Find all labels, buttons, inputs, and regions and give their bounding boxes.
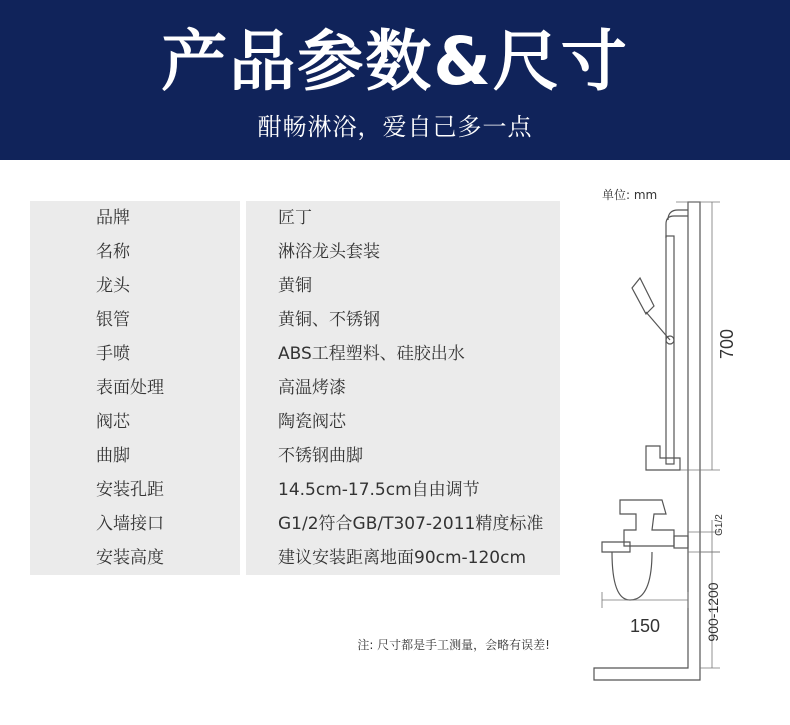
spec-key: 龙头 xyxy=(30,269,240,303)
mount-dimension: 900-1200 xyxy=(705,582,721,642)
top-pipe xyxy=(666,210,688,238)
hose xyxy=(612,552,652,600)
wall-connector xyxy=(674,536,688,548)
spec-value: 黄铜、不锈钢 xyxy=(246,303,560,337)
wall-outline xyxy=(594,202,700,680)
spec-value: 黄铜 xyxy=(246,269,560,303)
spec-value: 高温烤漆 xyxy=(246,371,560,405)
spec-row xyxy=(30,303,560,337)
spec-value: ABS工程塑料、硅胶出水 xyxy=(246,337,560,371)
spec-row xyxy=(30,439,560,473)
spec-row xyxy=(30,541,560,575)
spec-key: 银管 xyxy=(30,303,240,337)
spec-value: 匠丁 xyxy=(246,201,560,235)
height-dimension: 700 xyxy=(717,328,737,360)
spec-key: 安装高度 xyxy=(30,541,240,575)
page-title: 产品参数&尺寸 xyxy=(161,23,629,100)
spec-value: G1/2符合GB/T307-2011精度标准 xyxy=(246,507,560,541)
hand-shower-icon xyxy=(632,278,670,340)
spec-key: 品牌 xyxy=(30,201,240,235)
spec-row xyxy=(30,405,560,439)
spec-row xyxy=(30,337,560,371)
connector-dimension: G1/2 xyxy=(714,514,725,536)
mixer-body xyxy=(620,500,674,546)
spec-key: 阀芯 xyxy=(30,405,240,439)
spec-value: 不锈钢曲脚 xyxy=(246,439,560,473)
spec-row xyxy=(30,269,560,303)
holder xyxy=(646,446,680,470)
spec-row xyxy=(30,201,560,235)
spec-value: 陶瓷阀芯 xyxy=(246,405,560,439)
spec-key: 名称 xyxy=(30,235,240,269)
header-banner xyxy=(0,0,790,160)
spec-key: 安装孔距 xyxy=(30,473,240,507)
spec-value: 14.5cm-17.5cm自由调节 xyxy=(246,473,560,507)
spec-row xyxy=(30,371,560,405)
spec-key: 手喷 xyxy=(30,337,240,371)
page-subtitle: 酣畅淋浴，爱自己多一点 xyxy=(257,113,533,141)
spec-row xyxy=(30,235,560,269)
width-dimension: 150 xyxy=(629,616,661,636)
spec-value: 建议安装距离地面90cm-120cm xyxy=(246,541,560,575)
shower-dimension-diagram xyxy=(580,180,790,700)
measurement-note: 注: 尺寸都是手工测量，会略有误差! xyxy=(357,638,550,652)
spec-row xyxy=(30,473,560,507)
spec-value: 淋浴龙头套装 xyxy=(246,235,560,269)
spec-row xyxy=(30,507,560,541)
spout xyxy=(602,542,630,552)
spec-key: 表面处理 xyxy=(30,371,240,405)
spec-table xyxy=(30,201,560,575)
spec-key: 入墙接口 xyxy=(30,507,240,541)
unit-label: 单位: mm xyxy=(602,188,658,202)
slide-bar xyxy=(666,236,674,464)
spec-key: 曲脚 xyxy=(30,439,240,473)
